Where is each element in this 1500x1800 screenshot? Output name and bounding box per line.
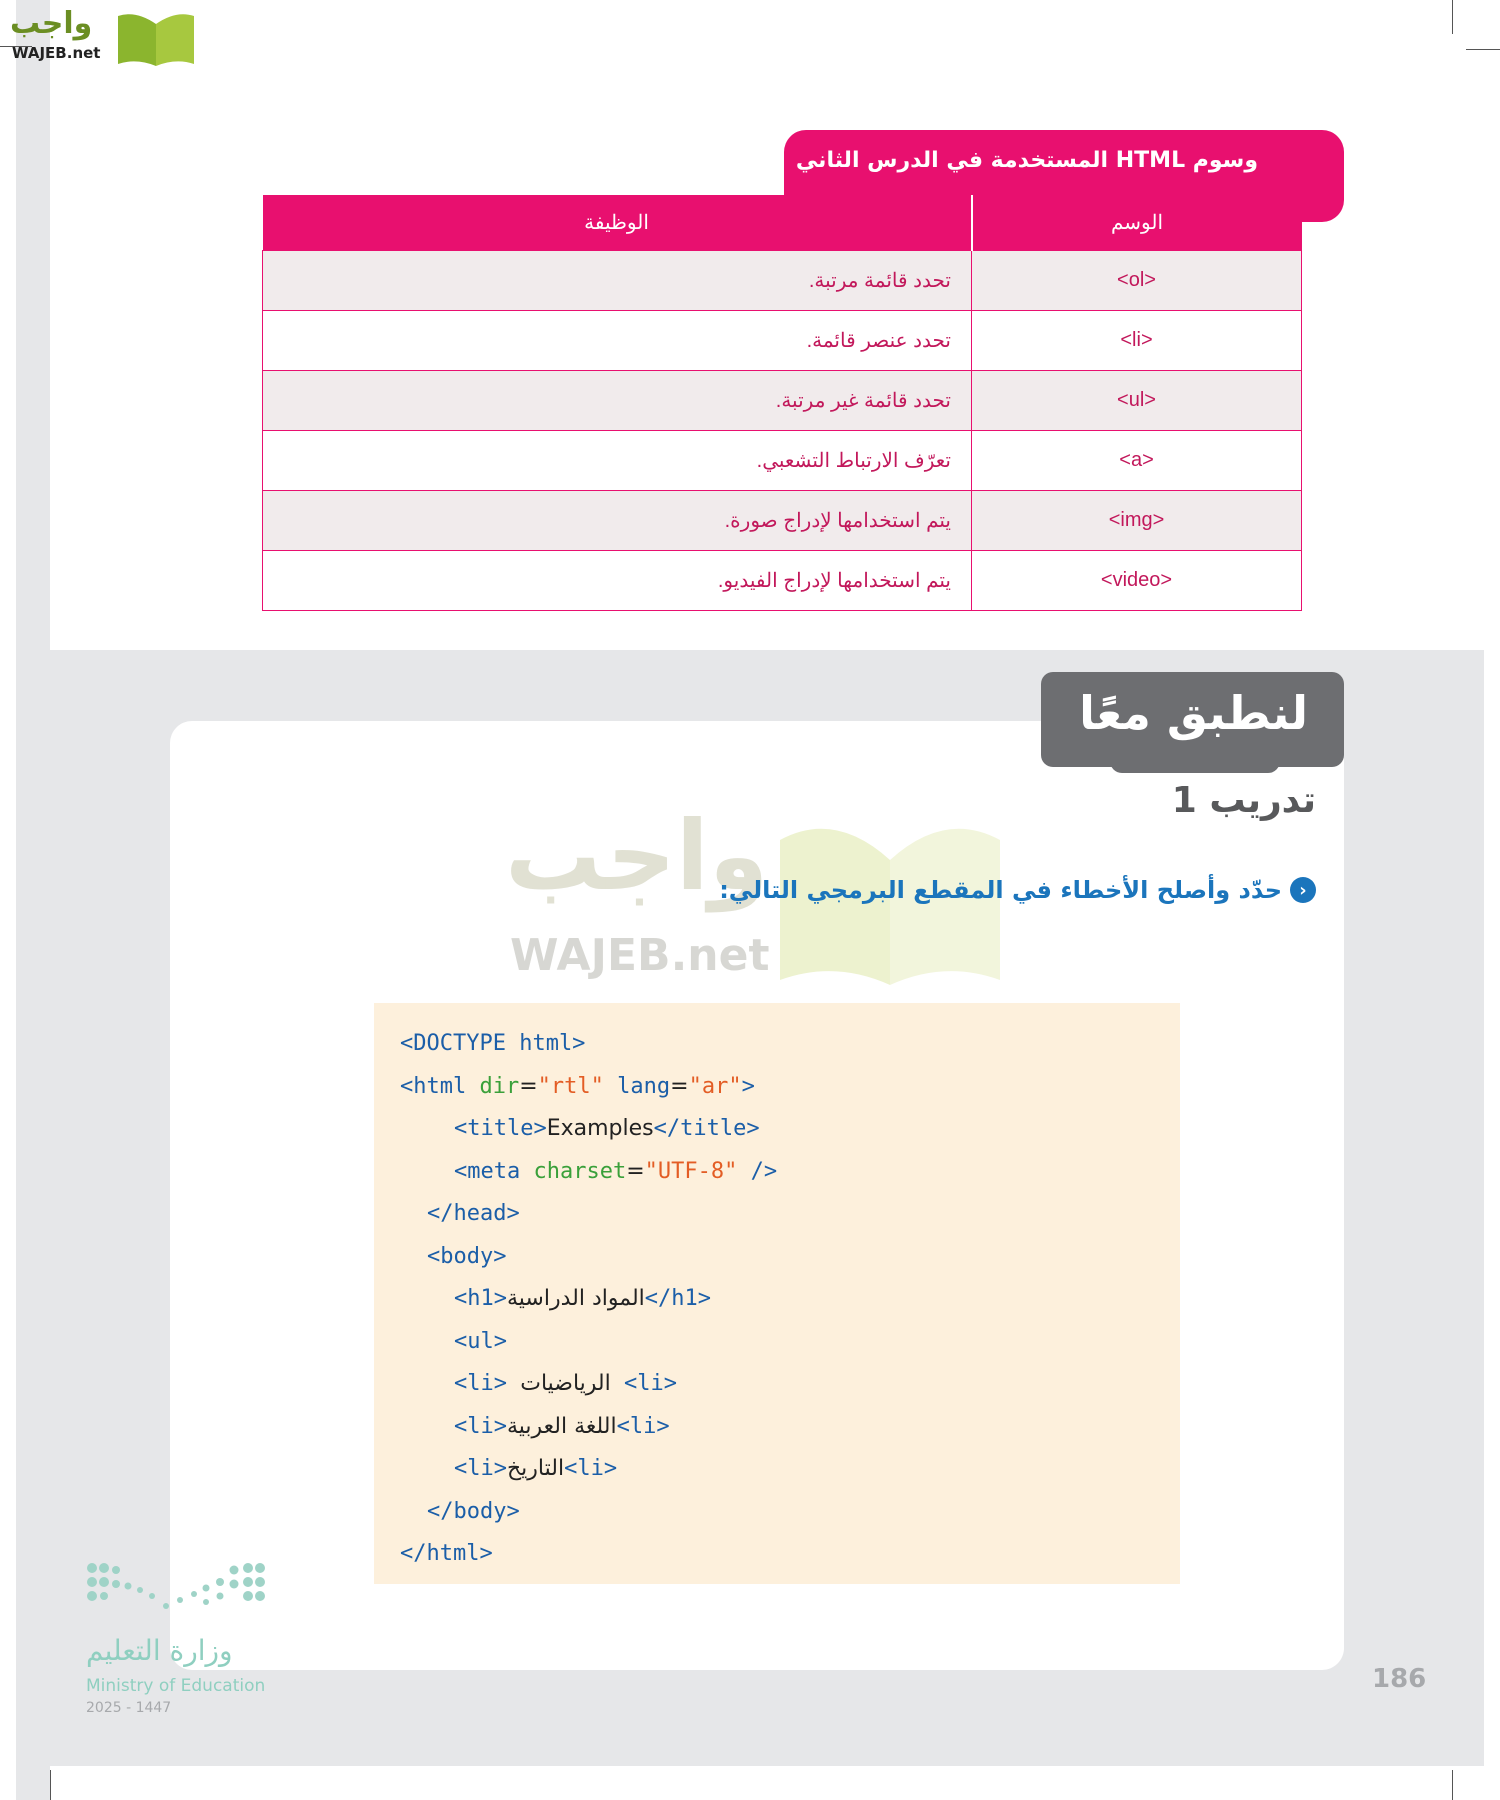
- logo-arabic: واجب: [10, 6, 93, 41]
- code-value: "ar": [688, 1073, 742, 1099]
- code-token: </title>: [653, 1116, 760, 1141]
- chevron-left-icon: ‹: [1290, 877, 1316, 903]
- code-token: >: [741, 1073, 755, 1099]
- code-token: <li>: [454, 1371, 521, 1396]
- code-token: =: [519, 1073, 538, 1099]
- header-function: الوظيفة: [263, 195, 972, 250]
- code-token: <title>: [454, 1116, 547, 1141]
- code-token: <li>: [616, 1413, 670, 1439]
- tag-cell: <video>: [972, 550, 1302, 610]
- code-text: الرياضيات: [520, 1371, 611, 1396]
- crop-mark: [1466, 49, 1500, 50]
- practice-tab: لنطبق معًا: [1041, 672, 1344, 767]
- code-token: <html: [400, 1073, 480, 1099]
- function-cell: تحدد قائمة مرتبة.: [263, 250, 972, 310]
- code-token: <ul>: [454, 1328, 507, 1354]
- tag-cell: <ol>: [972, 250, 1302, 310]
- header-tag: الوسم: [972, 195, 1302, 250]
- wajeb-logo: [10, 6, 190, 68]
- html-tags-table: [262, 195, 1302, 611]
- ministry-year: 2025 - 1447: [86, 1700, 172, 1716]
- code-token: =: [626, 1158, 645, 1184]
- code-attr: dir: [479, 1073, 520, 1099]
- ministry-dots-icon: [86, 1560, 266, 1624]
- code-value: "rtl": [537, 1073, 604, 1099]
- table-row: [263, 370, 1302, 430]
- code-token: <li>: [564, 1456, 618, 1481]
- code-line: [400, 1491, 1180, 1534]
- function-cell: يتم استخدامها لإدراج الفيديو.: [263, 550, 972, 610]
- code-line: [400, 1321, 1180, 1364]
- code-token: <li>: [454, 1413, 507, 1439]
- code-line: [400, 1448, 1180, 1491]
- code-line: [400, 1236, 1180, 1279]
- function-cell: تحدد قائمة غير مرتبة.: [263, 370, 972, 430]
- function-cell: يتم استخدامها لإدراج صورة.: [263, 490, 972, 550]
- code-token: </body>: [427, 1498, 520, 1524]
- code-text: اللغة العربية: [506, 1413, 617, 1439]
- crop-mark: [1452, 1770, 1453, 1800]
- wajeb-watermark: [505, 800, 1005, 990]
- code-text: المواد الدراسية: [506, 1286, 645, 1311]
- code-token: </h1>: [644, 1286, 711, 1311]
- code-line: [400, 1193, 1180, 1236]
- code-line: [400, 1533, 1180, 1576]
- question-text: حدّد وأصلح الأخطاء في المقطع البرمجي التالي:: [719, 876, 1282, 904]
- table-row: [263, 490, 1302, 550]
- page-margin-strip: [16, 0, 50, 1800]
- crop-mark: [1452, 0, 1453, 34]
- table-row: [263, 250, 1302, 310]
- function-cell: تحدد عنصر قائمة.: [263, 310, 972, 370]
- book-watermark-icon: [775, 820, 1005, 990]
- logo-latin: WAJEB.net: [12, 44, 101, 62]
- code-line: [400, 1151, 1180, 1194]
- code-token: =: [670, 1073, 689, 1099]
- code-token: <body>: [427, 1243, 507, 1269]
- code-token: </html>: [400, 1541, 493, 1566]
- code-text: التاريخ: [506, 1456, 565, 1481]
- code-token: />: [737, 1158, 778, 1184]
- code-token: <DOCTYPE html>: [400, 1031, 586, 1056]
- tag-cell: <li>: [972, 310, 1302, 370]
- table-row: [263, 310, 1302, 370]
- tag-cell: <a>: [972, 430, 1302, 490]
- code-attr: charset: [533, 1158, 627, 1184]
- code-token: lang: [603, 1073, 671, 1099]
- code-line: [400, 1406, 1180, 1449]
- ministry-of-education-logo: [86, 1560, 276, 1720]
- table-row: [263, 550, 1302, 610]
- tag-cell: <img>: [972, 490, 1302, 550]
- book-icon: [116, 10, 196, 68]
- code-line: [400, 1363, 1180, 1406]
- code-line: [400, 1108, 1180, 1151]
- ministry-english: Ministry of Education: [86, 1676, 266, 1696]
- question: [719, 876, 1316, 904]
- table-row: [263, 430, 1302, 490]
- code-token: <li>: [610, 1371, 677, 1396]
- table-title-tab: وسوم HTML المستخدمة في الدرس الثاني: [784, 130, 1344, 222]
- code-line: [400, 1278, 1180, 1321]
- page-number: 186: [1372, 1664, 1427, 1694]
- code-line: [400, 1066, 1180, 1109]
- table-header-row: [263, 195, 1302, 250]
- watermark-arabic: واجب: [505, 800, 769, 912]
- code-token: <h1>: [454, 1286, 507, 1311]
- code-token: <li>: [454, 1456, 507, 1481]
- function-cell: تعرّف الارتباط التشعبي.: [263, 430, 972, 490]
- watermark-latin: WAJEB.net: [510, 930, 770, 981]
- drill-title: تدريب 1: [1171, 780, 1316, 821]
- code-token: <meta: [454, 1158, 534, 1184]
- tag-cell: <ul>: [972, 370, 1302, 430]
- crop-mark: [50, 1770, 51, 1800]
- code-value: "UTF-8": [644, 1158, 738, 1184]
- ministry-arabic: وزارة التعليم: [86, 1634, 233, 1667]
- code-line: [400, 1023, 1180, 1066]
- code-token: </head>: [427, 1201, 520, 1226]
- code-block: [374, 1003, 1180, 1584]
- code-text: Examples: [546, 1116, 654, 1141]
